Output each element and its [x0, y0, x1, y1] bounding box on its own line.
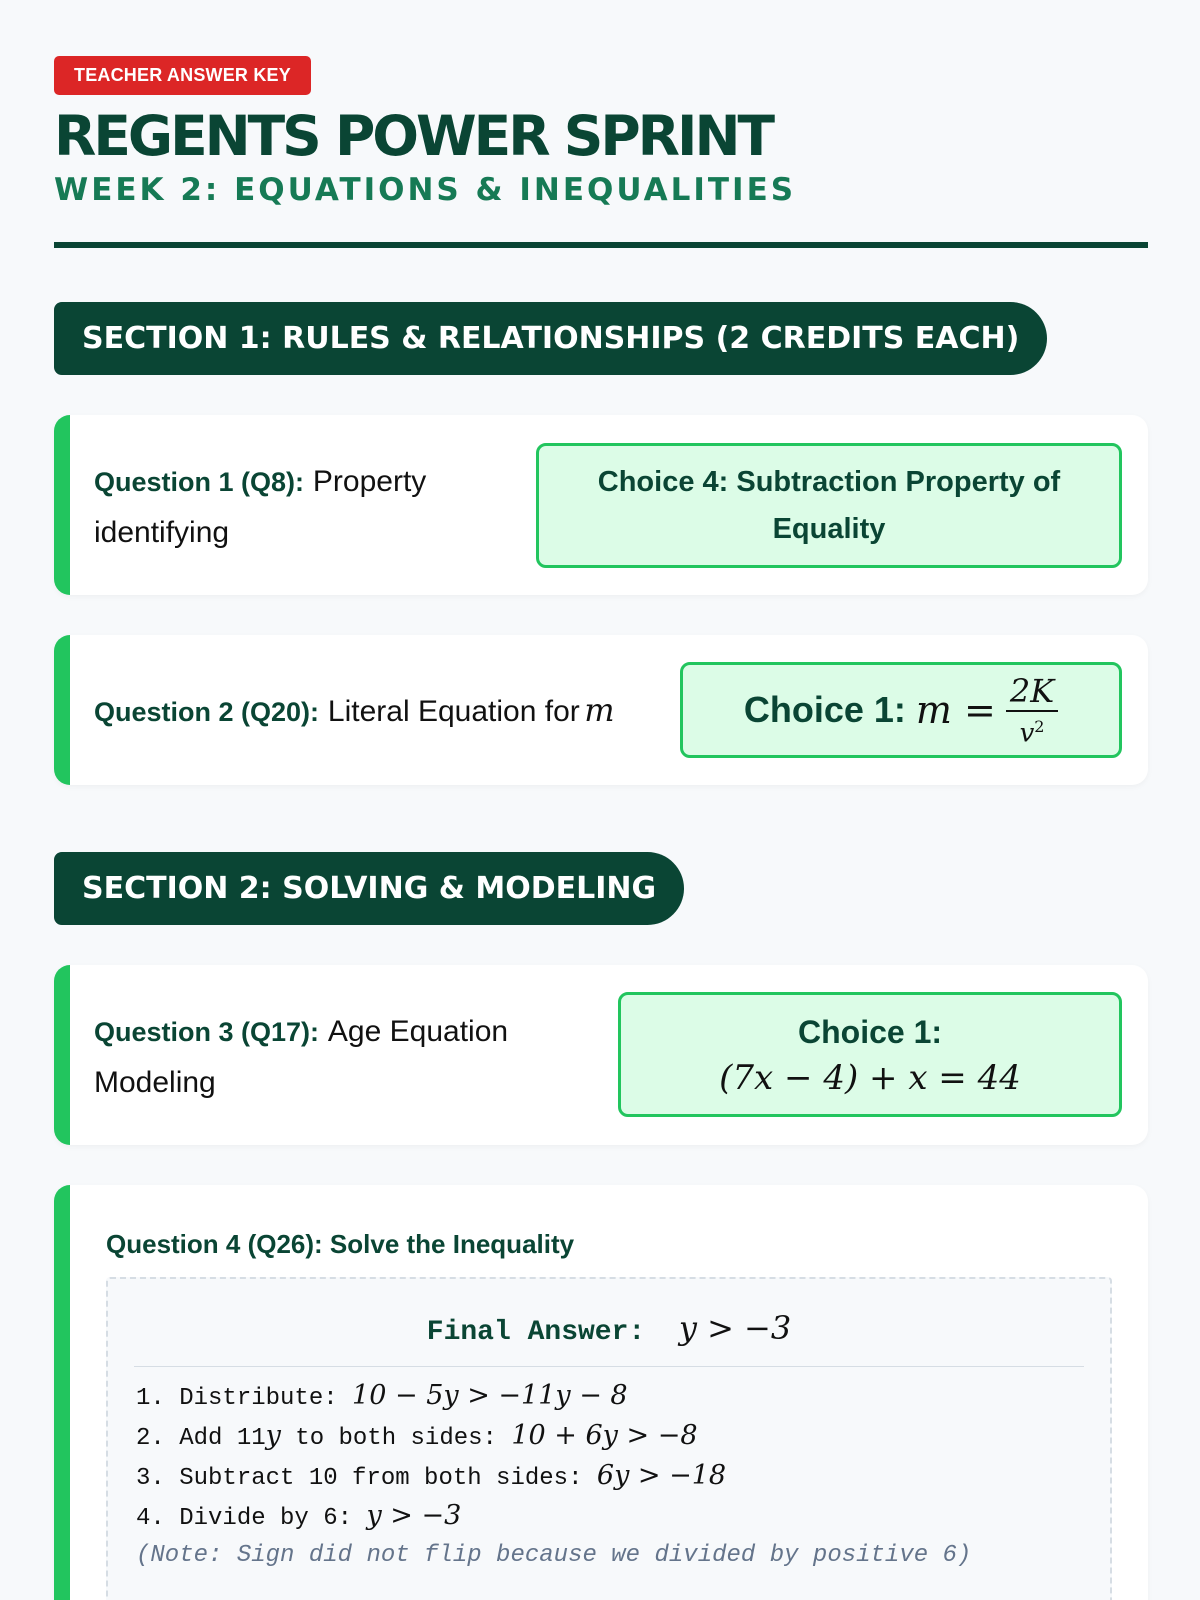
- question-1-text: Property identifying: [94, 465, 427, 549]
- question-card-3: [54, 965, 1148, 1145]
- question-1-answer-text: Choice 4: Subtraction Property of Equality: [597, 465, 1061, 545]
- final-answer-math: y > −3: [678, 1309, 792, 1347]
- final-answer: [108, 1309, 1110, 1348]
- step-2-variable: y: [265, 1420, 281, 1451]
- fraction-denominator: [1020, 712, 1045, 749]
- question-1-prompt: [94, 459, 514, 561]
- section-2-header: SECTION 2: SOLVING & MODELING: [54, 852, 684, 925]
- solution-steps: [136, 1376, 1084, 1576]
- step-1-math: 10 − 5y > −11y − 8: [352, 1380, 628, 1411]
- solution-box: [106, 1277, 1112, 1600]
- final-answer-label: Final Answer:: [426, 1317, 646, 1348]
- question-3-prompt: [94, 1009, 574, 1111]
- solution-step-3: [136, 1456, 1084, 1496]
- section-1-header: SECTION 1: RULES & RELATIONSHIPS (2 CREDITS EACH): [54, 302, 1047, 375]
- solution-step-4: [136, 1496, 1084, 1536]
- solution-step-1: [136, 1376, 1084, 1416]
- solution-divider: [134, 1366, 1084, 1367]
- question-4-label: Question 4 (Q26): Solve the Inequality: [106, 1229, 575, 1259]
- question-2-answer-fraction: [1006, 672, 1058, 749]
- question-3-answer: [618, 992, 1122, 1117]
- step-2-text-suffix: to both sides:: [280, 1425, 497, 1452]
- step-1-text: 1. Distribute:: [136, 1385, 338, 1412]
- question-3-text: Age Equation Modeling: [94, 1015, 509, 1099]
- step-3-math: 6y > −18: [596, 1460, 727, 1491]
- question-3-label: Question 3 (Q17):: [94, 1017, 320, 1047]
- page-title: REGENTS POWER SPRINT: [54, 104, 773, 168]
- solution-step-2: [136, 1416, 1084, 1456]
- teacher-key-badge: TEACHER ANSWER KEY: [54, 56, 311, 95]
- question-2-answer-prefix: Choice 1:: [743, 689, 906, 730]
- question-3-answer-equation: (7x − 4) + x = 44: [719, 1057, 1021, 1098]
- solution-note: (Note: Sign did not flip because we divided by positive 6): [136, 1542, 972, 1569]
- page-subtitle: WEEK 2: EQUATIONS & INEQUALITIES: [54, 172, 797, 208]
- question-2-label: Question 2 (Q20):: [94, 697, 320, 727]
- step-2-math: 10 + 6y > −8: [511, 1420, 698, 1451]
- question-1-answer: [536, 443, 1122, 568]
- step-4-text: 4. Divide by 6:: [136, 1505, 353, 1532]
- question-2-variable: m: [584, 691, 615, 729]
- fraction-numerator: 2K: [1006, 672, 1058, 712]
- step-2-text: 2. Add 11: [136, 1425, 266, 1452]
- denominator-exponent: 2: [1034, 716, 1045, 736]
- denominator-base: v: [1019, 718, 1035, 749]
- question-2-text: Literal Equation for: [327, 695, 580, 728]
- question-2-answer-lhs: m =: [915, 688, 996, 732]
- question-3-answer-prefix: Choice 1:: [797, 1013, 943, 1050]
- header-divider: [54, 242, 1148, 248]
- question-2-prompt: [94, 687, 615, 740]
- question-2-answer: [680, 662, 1122, 758]
- question-card-2: [54, 635, 1148, 785]
- question-1-label: Question 1 (Q8):: [94, 467, 305, 497]
- step-3-text: 3. Subtract 10 from both sides:: [136, 1465, 583, 1492]
- question-card-1: [54, 415, 1148, 595]
- step-4-math: y > −3: [366, 1500, 462, 1531]
- question-card-4: [54, 1185, 1148, 1600]
